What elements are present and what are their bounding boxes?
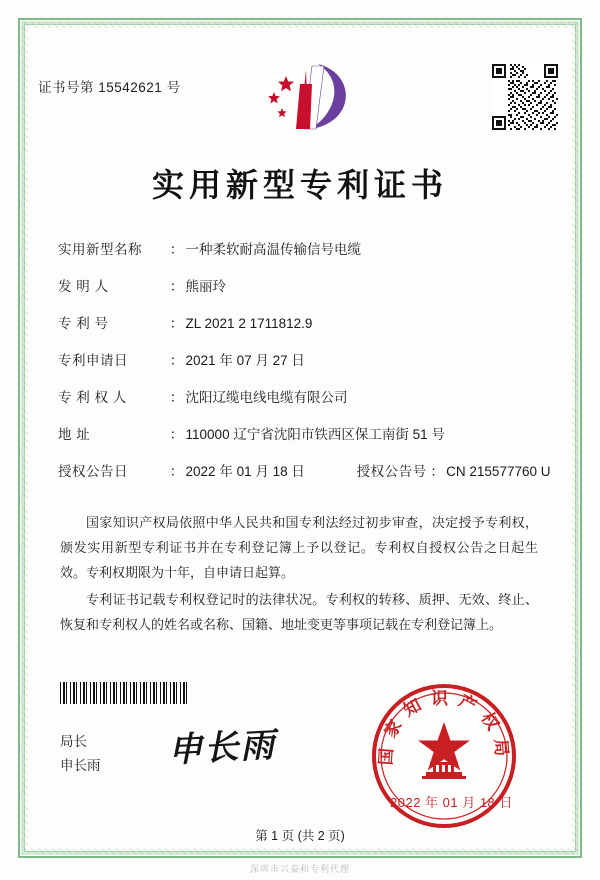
cnipa-logo-icon (256, 58, 366, 136)
field-colon: ： (169, 316, 184, 331)
page-title: 实用新型专利证书 (151, 166, 448, 204)
field-label: 地 址 (58, 427, 91, 442)
field-row-utility-model-name (58, 238, 548, 275)
legal-paragraph-1: 国家知识产权局依照中华人民共和国专利法经过初步审查，决定授予专利权，颁发实用新型专利证书并在专利登记簿上予以登记。专利权自授权公告之日起生效。专利权期限为十年，自申请日起算。 (60, 515, 538, 580)
seal-date: 2022 年 01 月 18 日 (390, 795, 513, 810)
page-edge-note: 深圳市兴泰和专利代理 (249, 864, 350, 874)
signature-block (60, 730, 101, 778)
qr-code (492, 64, 558, 130)
border-pattern-right (572, 22, 578, 854)
field-value: 110000 辽宁省沈阳市铁西区保工南街 51 号 (185, 427, 445, 442)
field-row-grant-announcement (58, 460, 551, 497)
legal-paragraph-2: 专利证书记载专利权登记时的法律状况。专利权的转移、质押、无效、终止、恢复和专利权人的姓名或名称、国籍、地址变更等事项记载在专利登记簿上。 (60, 592, 538, 632)
svg-text:国家知识产权局: 国家知识产权局 (376, 689, 512, 766)
field-colon: ： (169, 279, 184, 294)
field-value-secondary: CN 215577760 U (446, 464, 551, 479)
legal-text (60, 510, 538, 639)
field-colon: ： (169, 242, 184, 257)
field-label: 专利申请日 (58, 353, 128, 368)
field-value: 沈阳辽缆电线电缆有限公司 (185, 390, 348, 405)
field-label-secondary: 授权公告号 (356, 464, 427, 479)
field-label: 发 明 人 (58, 279, 109, 294)
field-list (58, 238, 551, 497)
field-colon: ： (169, 390, 184, 405)
field-row-patent-number (58, 312, 548, 349)
field-colon-secondary: ： (430, 464, 444, 479)
border-pattern-top (22, 22, 578, 28)
field-colon: ： (169, 464, 184, 479)
handwritten-signature: 申长雨 (167, 725, 278, 771)
field-row-patentee (58, 386, 548, 423)
certificate-content (38, 40, 562, 843)
border-pattern-bottom (22, 848, 578, 854)
field-row-application-date (58, 349, 548, 386)
field-row-inventor (58, 275, 548, 312)
field-row-address (58, 423, 548, 460)
field-label: 专 利 权 人 (58, 390, 127, 405)
field-colon: ： (169, 353, 184, 368)
signature-name-label: 申长雨 (60, 758, 101, 773)
signature-title-label: 局长 (60, 734, 87, 749)
field-value: 一种柔软耐高温传输信号电缆 (185, 242, 362, 257)
page-footer: 第 1 页 (共 2 页) (255, 829, 345, 843)
field-value: 熊丽玲 (185, 279, 227, 294)
barcode (60, 682, 188, 704)
field-value: 2022 年 01 月 18 日 (185, 464, 305, 479)
field-colon: ： (169, 427, 184, 442)
border-pattern-left (22, 22, 28, 854)
field-value: 2021 年 07 月 27 日 (185, 353, 305, 368)
field-label: 授权公告日 (58, 464, 128, 479)
field-label: 实用新型名称 (58, 242, 142, 257)
field-value: ZL 2021 2 1711812.9 (185, 316, 313, 331)
field-label: 专 利 号 (58, 316, 109, 331)
certificate-number: 证书号第 15542621 号 (38, 80, 181, 95)
